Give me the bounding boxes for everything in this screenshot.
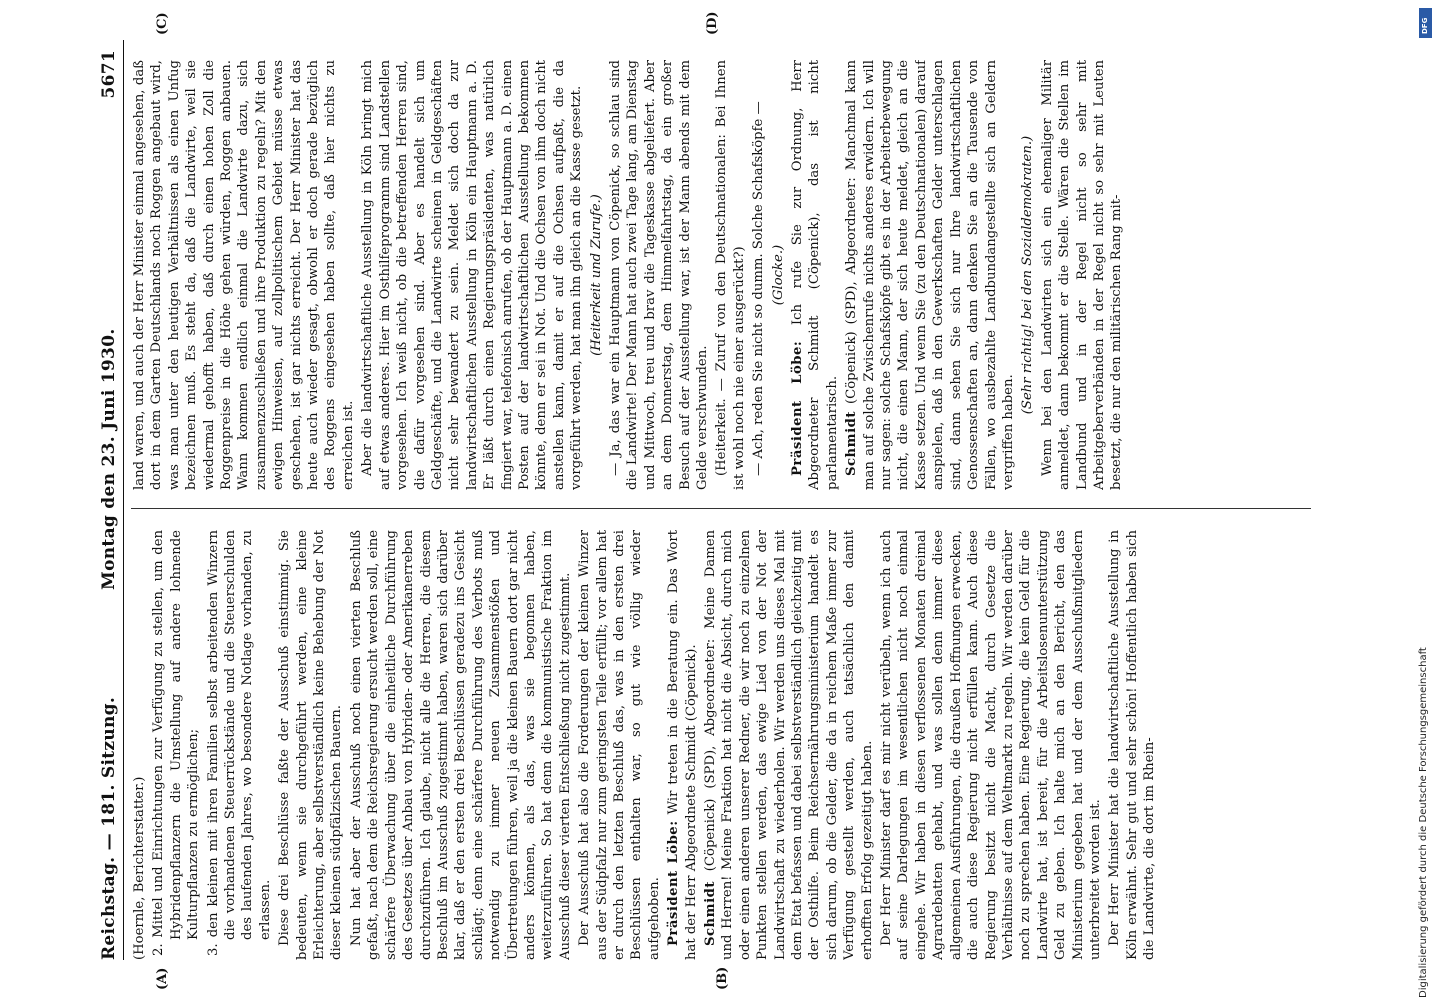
paragraph: Der Ausschuß hat also die Forderungen der kleinen Winzer aus der Südpfalz nur zum geringsten Teile erfüllt; vor allem hat er durch den letzten Beschluß das, was in den ersten drei Beschlüssen enthalten war, so gut wie völlig wieder aufgehoben. bbox=[577, 530, 662, 960]
paragraph: Aber die landwirtschaftliche Ausstellung in Köln bringt mich auf etwas anderes. Hier im Osthilfeprogramm sind Landstellen vorgesehen. Ich weiß nicht, ob die betreffenden Herren sind, die dafür vorgesehen sind. Aber es handelt sich um Geldgeschäfte, und die Landwirte scheinen in Geldgeschäften nicht sehr bewandert zu sein. Meldet sich doch da zur landwirtschaftlichen Ausstellung in Köln ein Hauptmann a. D. Er läßt durch einen Regierungspräsidenten, was natürlich fingiert war, telefonisch anrufen, ob der Hauptmann a. D. einen Posten auf der landwirtschaftlichen Ausstellung bekommen könnte, denn er sei in Not. Und die Ochsen von ihm doch nicht anstellen kann, damit er auf die Ochsen aufpaßt, die da vorgeführt werden, hat man ihn gleich an die Kasse gesetzt. bbox=[360, 60, 585, 490]
interjection: (Sehr richtig! bei den Sozialdemokraten.) bbox=[1020, 135, 1036, 415]
interjection: (Heiterkeit. — Zuruf von den Deutschnationalen: Bei Ihnen ist wohl noch nie einer ausgerückt?) bbox=[714, 60, 747, 490]
list-item-3: 3. den kleinen mit ihren Familien selbst arbeitenden Winzern die vorhandenen Steuerrückstände und die Steuerschulden des laufenden Jahres, wo besondere Notlage vorhanden, zu erlassen. bbox=[205, 530, 273, 956]
paragraph bbox=[789, 60, 841, 490]
paragraph: — Ja, das war ein Hauptmann von Cöpenick, so schlau sind die Landwirte! Der Mann hat auch zwei Tage lang, am Dienstag und Mittwoch, treu und brav die Tageskasse abgeliefert. Aber an dem Donnerstag, dem Himmelfahrtstag, da ein großer Besuch auf der Ausstellung war, ist der Mann abends mit dem Gelde verschwunden. bbox=[607, 60, 710, 490]
paragraph: Diese drei Beschlüsse faßte der Ausschuß einstimmig. Sie bedeuten, wenn sie durchgeführt werden, eine kleine Erleichterung, aber selbstverständlich keine Behebung der Not dieser kleinen südpfälzischen Bauern. bbox=[277, 530, 345, 960]
speaker-name: Präsident Löbe: bbox=[666, 820, 682, 946]
rotated-page bbox=[95, 11, 1315, 990]
paragraph bbox=[702, 530, 876, 960]
speaker-name: Präsident Löbe: bbox=[790, 340, 806, 476]
paragraph bbox=[665, 530, 700, 960]
paragraph: Der Herr Minister darf es mir nicht verübeln, wenn ich auch auf seine Darlegungen im wesentlichen nicht noch einmal eingehe. Wir haben in diesen verflossenen Monaten dreimal Agrardebatten gehabt, und was sollen denn immer diese allgemeinen Ausführungen, die draußen Hoffnungen erwecken, die auch diese Regierung nicht erfüllen kann. Auch diese Regierung besitzt nicht die Macht, durch Gesetze die Verhältnisse auf dem Weltmarkt zu regeln. Wir werden darüber noch zu sprechen haben. Eine Regierung, die kein Geld für die Landwirte hat, ist bereit, für die Arbeitslosenunterstützung Geld zu geben. Ich halte mich an den Bericht, den das Ministerium gegeben hat und der dem Ausschußmitgliedern unterbreitet worden ist. bbox=[879, 530, 1103, 960]
page-number: 5671 bbox=[99, 50, 119, 99]
interjection: (Heiterkeit und Zurufe.) bbox=[588, 194, 604, 356]
left-column bbox=[131, 530, 1311, 960]
interjection: (Glocke.) bbox=[770, 244, 786, 306]
margin-marker-b: (B) bbox=[715, 966, 730, 990]
speaker-tag: (Hoernle, Berichterstatter.) bbox=[132, 776, 147, 960]
margin-marker-c: (C) bbox=[155, 12, 170, 35]
header-left: Reichstag. — 181. Sitzung. bbox=[99, 696, 119, 960]
paragraph: land waren, und auch der Herr Minister einmal angesehen, daß dort in dem Garten Deutschlands noch Roggen angebaut wird, was man unter den heutigen Verhältnissen als einen Unfug bezeichnen muß. Es steht da, daß die Landwirte, weil sie wiedermal gehofft haben, daß durch einen hohen Zoll die Roggenpreise in die Höhe gehen würden, Roggen anbauen. Wann kommen endlich einmal die Landwirte dazu, sich zusammenzuschließen und ihre Produktion zu regeln? Mit den ewigen Hinweisen, auf zollpolitischem Gebiet müsse etwas geschehen, ist gar nichts erreicht. Der Herr Minister hat das heute auch wieder gesagt, obwohl er doch gerade bezüglich des Roggens eingesehen haben sollte, daß hier nichts zu erreichen ist. bbox=[132, 60, 356, 490]
right-column bbox=[131, 60, 1311, 490]
paragraph: Nun hat aber der Ausschuß noch einen vierten Beschluß gefaßt, nach dem die Reichsregierung ersucht werden soll, eine schärfere Überwachung über die einheitliche Durchführung des Gesetzes über Anbau von Hybriden- oder Amerikanerreben durchzuführen. Ich glaube, nicht alle die Herren, die diesem Beschluß im Ausschuß zugestimmt haben, waren sich darüber klar, daß er den ersten drei Beschlüssen geradezu ins Gesicht schlägt; denn eine schärfere Durchführung des Verbots muß notwendig zu immer neuen Zusammenstößen und Übertretungen führen, weil ja die kleinen Bauern dort gar nicht anders können, als das, was sie begonnen haben, weiterzuführen. So hat denn die kommunistische Fraktion im Ausschuß dieser vierten Entschließung nicht zugestimmt. bbox=[348, 530, 573, 960]
speaker-name: Schmidt bbox=[844, 411, 860, 476]
digitization-credit bbox=[1418, 8, 1432, 998]
list-item-2: 2. Mittel und Einrichtungen zur Verfügung zu stellen, um den Hybridenpflanzern die Umstellung auf andere lohnende Kulturpflanzen zu ermöglichen; bbox=[151, 530, 202, 956]
paragraph: Wenn bei den Landwirten sich ein ehemaliger Militär anmeldet, dann bekommt er die Stelle. Wären die Stellen im Landbund und in der Regel nicht so sehr mit Arbeitgeberverbänden in der Regel nicht so sehr mit Leuten besetzt, die nur den militärischen Rang mit- bbox=[1039, 60, 1125, 490]
paragraph: — Ach, reden Sie nicht so dumm. Solche Schafsköpfe — bbox=[751, 101, 767, 476]
speaker-name: Schmidt bbox=[703, 881, 718, 946]
margin-marker-d: (D) bbox=[705, 11, 720, 35]
page-header bbox=[95, 40, 124, 960]
speech-text: Ich rufe Sie zur Ordnung, Herr Abgeordneter Schmidt (Cöpenick), das ist nicht parlamentarisch. bbox=[790, 60, 840, 490]
speech-text: Wir treten in die Beratung ein. Das Wort hat der Herr Abgeordnete Schmidt (Cöpenick). bbox=[666, 530, 699, 960]
speech-text: (Cöpenick) (SPD), Abgeordneter: Meine Damen und Herren! Meine Fraktion hat nicht die Absicht, durch mich oder einen anderen unserer Redner, die wir noch zu einzelnen Punkten stellen werden, das ewige Lied von der Not der Landwirtschaft zu wiederholen. Wir werden uns dieses Mal mit dem Etat befassen und dabei selbstverständlich gleichzeitig mit der Osthilfe. Beim Reichsernährungsministerium handelt es sich darum, ob die Gelder, die da in reichem Maße immer zur Verfügung gestellt werden, auch tatsächlich den damit erhofften Erfolg gezeitigt haben. bbox=[703, 530, 875, 960]
paragraph bbox=[843, 60, 1017, 490]
header-date: Montag den 23. Juni 1930. bbox=[99, 328, 119, 590]
column-divider bbox=[131, 508, 1311, 509]
credit-text: Digitalisierung gefördert durch die Deutsche Forschungsgemeinschaft bbox=[1418, 647, 1429, 998]
speech-text: (Cöpenick) (SPD), Abgeordneter: Manchmal kann man auf solche Zwischenrufe nichts anderes erwidern. Ich will nur sagen: solche Schafsköpfe gibt es in der Arbeiterbewegung nicht, die einen Mann, der sich heute meldet, gleich an die Kasse setzen. Und wenn Sie (zu den Deutschnationalen) darauf anspielen, daß in den Gewerkschaften Gelder unterschlagen sind, dann sehen Sie sich nur Ihre landwirtschaftlichen Genossenschaften an, dann denken Sie an die Tausende von Fällen, wo ausbezahlte Landbundangestellte sich an Geldern vergriffen haben. bbox=[844, 60, 1016, 490]
margin-marker-a: (A) bbox=[155, 967, 170, 990]
dfg-logo-text: DFG bbox=[1421, 17, 1429, 34]
paragraph: Der Herr Minister hat die landwirtschaftliche Ausstellung in Köln erwähnt. Sehr gut und sehr schön! Hoffentlich haben sich die Landwirte, die dort im Rhein- bbox=[1107, 530, 1158, 960]
